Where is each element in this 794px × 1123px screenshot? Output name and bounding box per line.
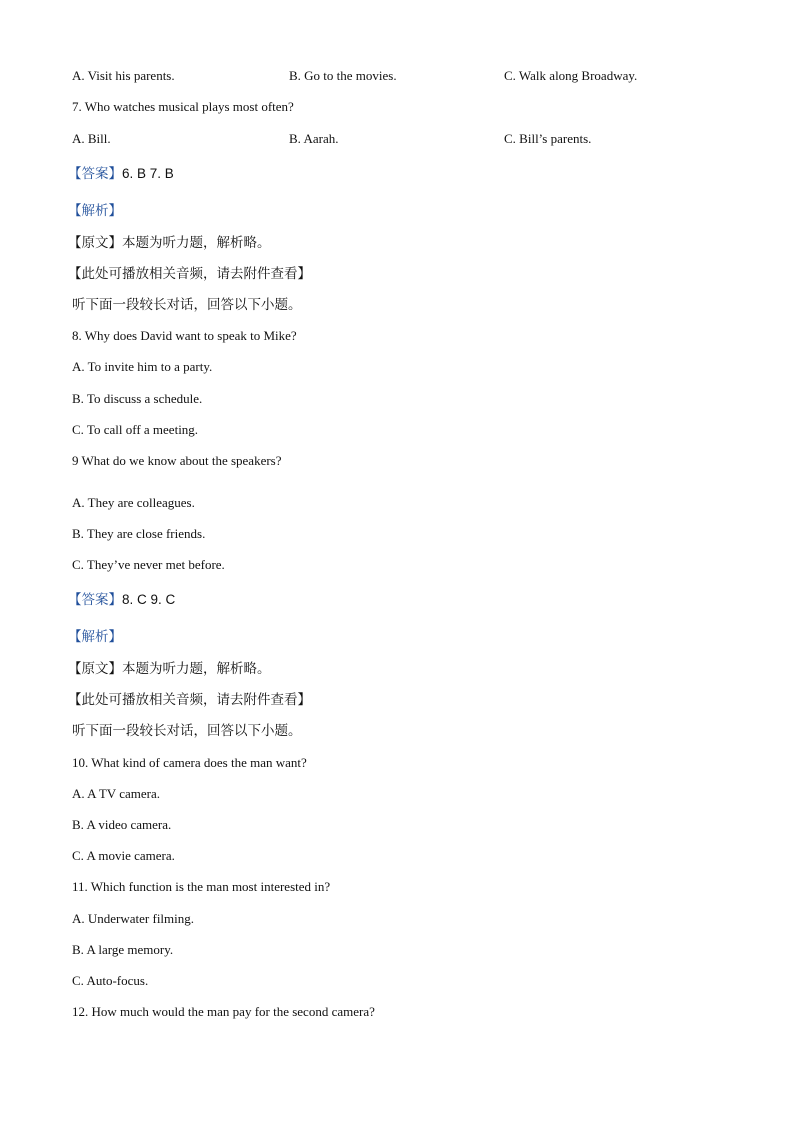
q9-option-c: C. They’ve never met before.	[72, 557, 225, 572]
q9-option-a: A. They are colleagues.	[72, 495, 195, 510]
q7-option-c: C. Bill’s parents.	[504, 131, 592, 146]
q9-stem: 9 What do we know about the speakers?	[72, 453, 282, 468]
answer-line-2	[68, 592, 175, 608]
q12-stem: 12. How much would the man pay for the second camera?	[72, 1004, 375, 1019]
q6-option-c: C. Walk along Broadway.	[504, 68, 638, 83]
q11-option-a: A. Underwater filming.	[72, 911, 195, 926]
answer-value: 8. C 9. C	[122, 592, 176, 607]
analysis-heading: 【解析】	[68, 203, 122, 219]
q10-option-c: C. A movie camera.	[72, 848, 175, 863]
q10-option-a: A. A TV camera.	[72, 786, 160, 801]
answer-tag: 【答案】	[68, 592, 122, 608]
q7-option-a: A. Bill.	[72, 131, 111, 146]
q8-option-b: B. To discuss a schedule.	[72, 391, 203, 406]
section-intro: 听下面一段较长对话，回答以下小题。	[72, 297, 302, 313]
answer-tag: 【答案】	[68, 166, 122, 182]
original-text: 【原文】本题为听力题，解析略。	[68, 661, 271, 677]
q11-stem: 11. Which function is the man most interested in?	[72, 879, 331, 894]
q8-option-a: A. To invite him to a party.	[72, 359, 213, 374]
q7-option-b: B. Aarah.	[289, 131, 339, 146]
audio-note: 【此处可播放相关音频，请去附件查看】	[68, 692, 311, 708]
answer-value: 6. B 7. B	[122, 166, 174, 181]
q10-stem: 10. What kind of camera does the man want?	[72, 755, 307, 770]
section-intro: 听下面一段较长对话，回答以下小题。	[72, 723, 302, 739]
audio-note: 【此处可播放相关音频，请去附件查看】	[68, 266, 311, 282]
q10-option-b: B. A video camera.	[72, 817, 172, 832]
q6-option-b: B. Go to the movies.	[289, 68, 397, 83]
q7-stem: 7. Who watches musical plays most often?	[72, 99, 294, 114]
answer-line-1	[68, 166, 174, 182]
q11-option-c: C. Auto-focus.	[72, 973, 149, 988]
q8-option-c: C. To call off a meeting.	[72, 422, 199, 437]
q11-option-b: B. A large memory.	[72, 942, 174, 957]
original-text: 【原文】本题为听力题，解析略。	[68, 235, 271, 251]
q6-option-a: A. Visit his parents.	[72, 68, 175, 83]
analysis-heading: 【解析】	[68, 629, 122, 645]
q8-stem: 8. Why does David want to speak to Mike?	[72, 328, 297, 343]
q9-option-b: B. They are close friends.	[72, 526, 206, 541]
